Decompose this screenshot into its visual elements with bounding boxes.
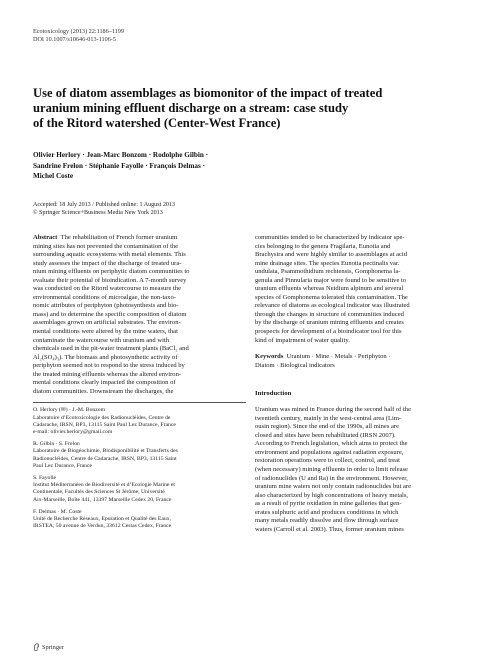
abstract-line: communities tended to be characterized by indicator spe- — [255, 234, 405, 241]
introduction-line: Uranium was mined in France during the second half of the — [255, 406, 411, 414]
abstract-line: nomic attributes of periphyton (photosynthesis and bio- — [33, 302, 179, 310]
publisher-name: Springer — [42, 643, 65, 651]
abstract-line: surrounding aquatic ecosystems with metal elements. This — [33, 251, 186, 259]
email-link[interactable]: e-mail: olivier.herlory@gmail.com — [33, 429, 113, 435]
abstract-line: relevance of diatoms as ecological indicator was illustrated — [255, 302, 410, 310]
affiliation-line: Paul Lez Durance, France — [33, 462, 93, 469]
affiliation-line: Laboratoire d’Ecotoxicologie des Radionucléides, Centre de — [33, 414, 171, 421]
affiliation-block — [33, 509, 246, 531]
affiliation-authors: F. Delmas · M. Coste — [33, 508, 82, 515]
introduction-line: of radionuclides (U and Ra) in the environment. However, — [255, 474, 408, 482]
introduction-line: many metals readily dissolve and flow through surface — [255, 517, 399, 525]
doi: DOI 10.1007/s10646-013-1106-5 — [33, 36, 116, 43]
abstract-line: Al₂(SO₄)₃). The biomass and photosynthetic activity of — [33, 353, 178, 361]
abstract-line: uranium effluents whereas Neidium alpinum and several — [255, 285, 404, 293]
keywords-line: Diatom · Biological indicators — [255, 361, 335, 369]
abstract-line: assemblages grown on artificial substrates. The environ- — [33, 319, 181, 327]
abstract-line: cies belonging to the genera Fragilaria, Eunotia and — [255, 242, 391, 250]
abstract-line: diatom communities. Downstream the discharges, the — [33, 387, 174, 395]
title-line: of the Ritord watershed (Center-West France) — [33, 116, 281, 130]
abstract-line: species of Gomphonema tolerated this contamination. The — [255, 293, 408, 301]
abstract — [33, 234, 246, 396]
keywords-line: Keywords Uranium · Mine · Metals · Periphyton · — [255, 353, 391, 361]
introduction-line: ousin region). Since the end of the 1990s, all mines are — [255, 423, 399, 431]
introduction-line: erates sulphuric acid and produces conditions in which — [255, 508, 399, 516]
publication-dates — [33, 201, 175, 217]
abstract-line: chemicals used in the pit-water treatment plants (BaCl₂ and — [33, 345, 189, 353]
affiliation-line: Institut Méditerranéen de Biodiversité et d’Ecologie Marine et — [33, 482, 175, 489]
abstract-line: evaluate their potential of bioindication. A 7-month survey — [33, 276, 187, 284]
abstract-line: kind of impairment of water quality. — [255, 336, 350, 344]
title-line: Use of diatom assemblages as biomonitor of the impact of treated — [33, 86, 383, 100]
introduction-line: (when necessary) mining effluents in order to limit release — [255, 466, 408, 474]
abstract-line: prospects for development of a bioindicator tool for this — [255, 328, 402, 336]
abstract-line: through the changes in structure of communities induced — [255, 310, 404, 318]
affiliation-line: Radionucléides, Centre de Cadarache, IRSN, BP3, 13115 Saint — [33, 455, 177, 462]
abstract-line: contaminate the watercourse with uranium and with — [33, 336, 169, 344]
publisher-footer — [33, 643, 64, 651]
abstract-line: undulata, Psammothidium rechtensis, Gomphonema la- — [255, 268, 401, 276]
author-line: Sandrine Frelon · Stéphanie Fayolle · François Delmas · — [33, 161, 205, 170]
introduction-line: environment and populations against radiation exposure, — [255, 448, 404, 456]
affiliation-line: Cadarache, IRSN, BP3, 13115 Saint Paul Lez Durance, France — [33, 421, 176, 428]
introduction-line: closed and sites have been rehabilitated (IRSN 2007). — [255, 431, 396, 439]
affiliation-authors: S. Fayolle — [33, 475, 57, 482]
introduction-line: uranium mine waters not only contain radionuclides but are — [255, 483, 411, 491]
abstract-line: mine drainage sites. The species Eunotia pectinalis var. — [255, 259, 400, 267]
abstract-line: periphyton seemed not to respond to the stress induced by — [33, 362, 185, 370]
title-line: uranium mining effluent discharge on a stream: case study — [33, 101, 349, 115]
abstract-line: Abstract The rehabilitation of French former uranium — [33, 234, 178, 241]
affiliation-authors: R. Gilbin · S. Frelon — [33, 441, 80, 448]
abstract-line: environmental conditions of microalgae, the non-taxo- — [33, 293, 176, 301]
abstract-line: nium mining effluents on periphytic diatom communities to — [33, 268, 190, 276]
left-column — [33, 234, 246, 535]
affiliation-block — [33, 441, 246, 470]
abstract-continued — [255, 234, 463, 345]
abstract-line: genula and Pinnularia major were found to be sensitive to — [255, 276, 407, 284]
accepted-date: Accepted: 18 July 2013 / Published online: 1 August 2013 — [33, 202, 176, 208]
author-list — [33, 150, 453, 182]
introduction-line: also characterized by high concentrations of heavy metals, — [255, 491, 409, 499]
affiliation-line: Continentale, Facultés des Sciences St Jérôme, Université — [33, 489, 165, 496]
introduction-line: waters (Carroll et al. 2003). Thus, former uranium mines — [255, 525, 404, 533]
springer-horse-icon — [33, 643, 40, 651]
affiliation-line: IRSTEA, 50 avenue de Verdun, 33612 Cestas Cedex, France — [33, 523, 172, 530]
abstract-line: mining sites has not prevented the contamination of the — [33, 242, 179, 250]
article-title — [33, 86, 463, 131]
keywords-heading: Keywords — [255, 353, 284, 361]
abstract-line: mental conditions clearly impacted the composition of — [33, 379, 176, 387]
journal-citation: Ecotoxicology (2013) 22:1186–1199 — [33, 28, 124, 35]
introduction-line: as a result of pyrite oxidation in mine galleries that gen- — [255, 500, 402, 508]
introduction-line: twentieth century, mainly in the west-central area (Lim- — [255, 414, 402, 422]
introduction-text — [255, 406, 463, 534]
author-line: Olivier Herlory · Jean-Marc Bonzom · Rodolphe Gilbin · — [33, 151, 209, 159]
introduction-line: restoration operations were to collect, control, and treat — [255, 457, 400, 465]
copyright-notice: © Springer Science+Business Media New York 2013 — [33, 210, 163, 216]
affiliation-divider — [33, 402, 246, 403]
affiliation-line: Unité de Recherche Réseaux, Epuration et Qualité des Eaux, — [33, 516, 172, 523]
running-head — [33, 28, 124, 44]
abstract-line: study assesses the impact of the discharge of treated ura- — [33, 259, 182, 267]
abstract-line: by the discharge of uranium mining effluents and creates — [255, 319, 404, 327]
affiliation-block — [33, 407, 246, 436]
abstract-line: Brachysira and were highly similar to assemblages at acid — [255, 251, 407, 259]
affiliation-block — [33, 475, 246, 504]
abstract-line: mental conditions were altered by the mine waters, that — [33, 328, 178, 336]
affiliation-line: Aix-Marseille, Boîte 441, 13397 Marseille Cedex 20, France — [33, 496, 172, 503]
affiliation-authors: O. Herlory (✉) · J.-M. Bonzom — [33, 407, 106, 414]
abstract-line: mass) and to determine the specific composition of diatom — [33, 310, 187, 318]
introduction-line: According to French legislation, which aims to protect the — [255, 440, 408, 448]
author-line: Michel Coste — [33, 172, 74, 180]
affiliation-line: Laboratoire de Biogéochimie, Biodisponibilité et Transferts des — [33, 448, 178, 455]
abstract-heading: Abstract — [33, 234, 58, 241]
keywords — [255, 353, 463, 370]
abstract-line: the treated mining effluents whereas the altered environ- — [33, 370, 182, 378]
introduction-heading: Introduction — [255, 390, 292, 398]
right-column — [255, 234, 463, 534]
affiliations — [33, 407, 246, 530]
abstract-line: was conducted on the Ritord watercourse to measure the — [33, 285, 181, 293]
